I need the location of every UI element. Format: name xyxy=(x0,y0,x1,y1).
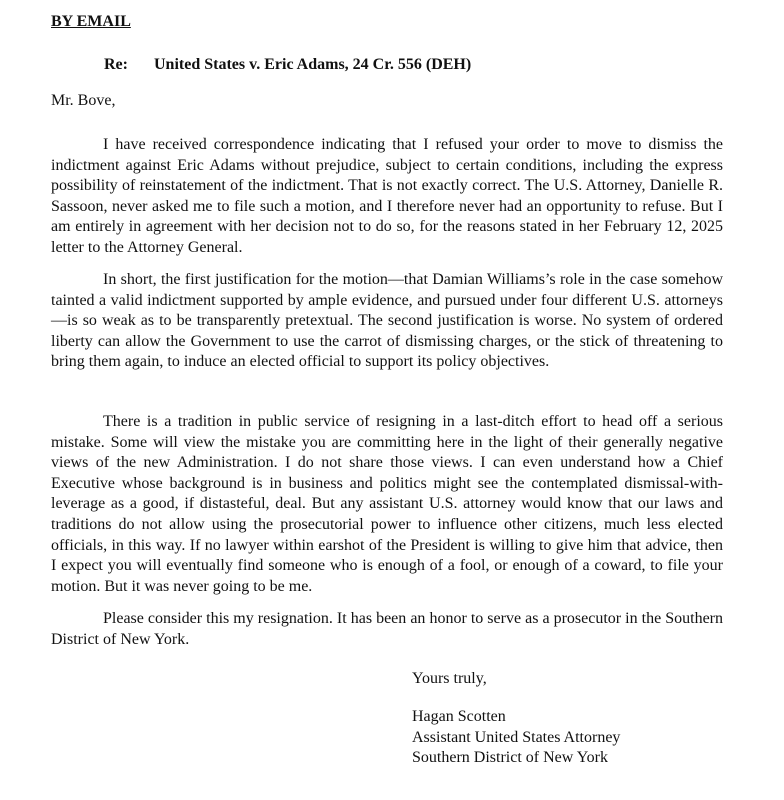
signature-block xyxy=(412,707,620,769)
delivery-method: BY EMAIL xyxy=(51,13,131,30)
complimentary-close: Yours truly, xyxy=(412,670,487,687)
body-paragraph-2: In short, the first justification for the motion—that Damian Williams’s role in the case somehow tainted a valid indictment supported by ample evidence, and pursued under four different U.S. attorneys—is so weak as to be transparently pretextual. The second justification is worse. No system of ordered liberty can allow the Government to use the carrot of dismissing charges, or the stick of threatening to bring them again, to induce an elected official to support its policy objectives. xyxy=(51,271,723,371)
subject-line xyxy=(104,55,471,75)
body-paragraph-3: There is a tradition in public service of resigning in a last-ditch effort to head off a serious mistake. Some will view the mistake you are committing here in the light of their generally negative views of the new Administration. I do not share those views. I can even understand how a Chief Executive whose background is in business and politics might see the contemplated dismissal-with-leverage as a good, if distasteful, deal. But any assistant U.S. attorney would know that our laws and traditions do not allow using the prosecutorial power to influence other citizens, much less elected officials, in this way. If no lawyer within earshot of the President is willing to give him that advice, then I expect you will eventually find someone who is enough of a fool, or enough of a coward, to file your motion. But it was never going to be me. xyxy=(51,413,723,595)
subject-label: Re: xyxy=(104,56,128,73)
case-caption: United States v. Eric Adams, 24 Cr. 556 (DEH) xyxy=(154,56,472,73)
salutation: Mr. Bove, xyxy=(51,92,116,109)
signer-title: Assistant United States Attorney xyxy=(412,728,621,746)
signer-name: Hagan Scotten xyxy=(412,708,506,725)
signer-office: Southern District of New York xyxy=(412,749,608,767)
body-paragraph-1: I have received correspondence indicating that I refused your order to move to dismiss the indictment against Eric Adams without prejudice, subject to certain conditions, including the express possibility of reinstatement of the indictment. That is not exactly correct. The U.S. Attorney, Danielle R. Sassoon, never asked me to file such a motion, and I therefore never had an opportunity to refuse. But I am entirely in agreement with her decision not to do so, for the reasons stated in her February 12, 2025 letter to the Attorney General. xyxy=(51,136,723,256)
body-paragraph-4: Please consider this my resignation. It has been an honor to serve as a prosecutor in the Southern District of New York. xyxy=(51,610,723,648)
